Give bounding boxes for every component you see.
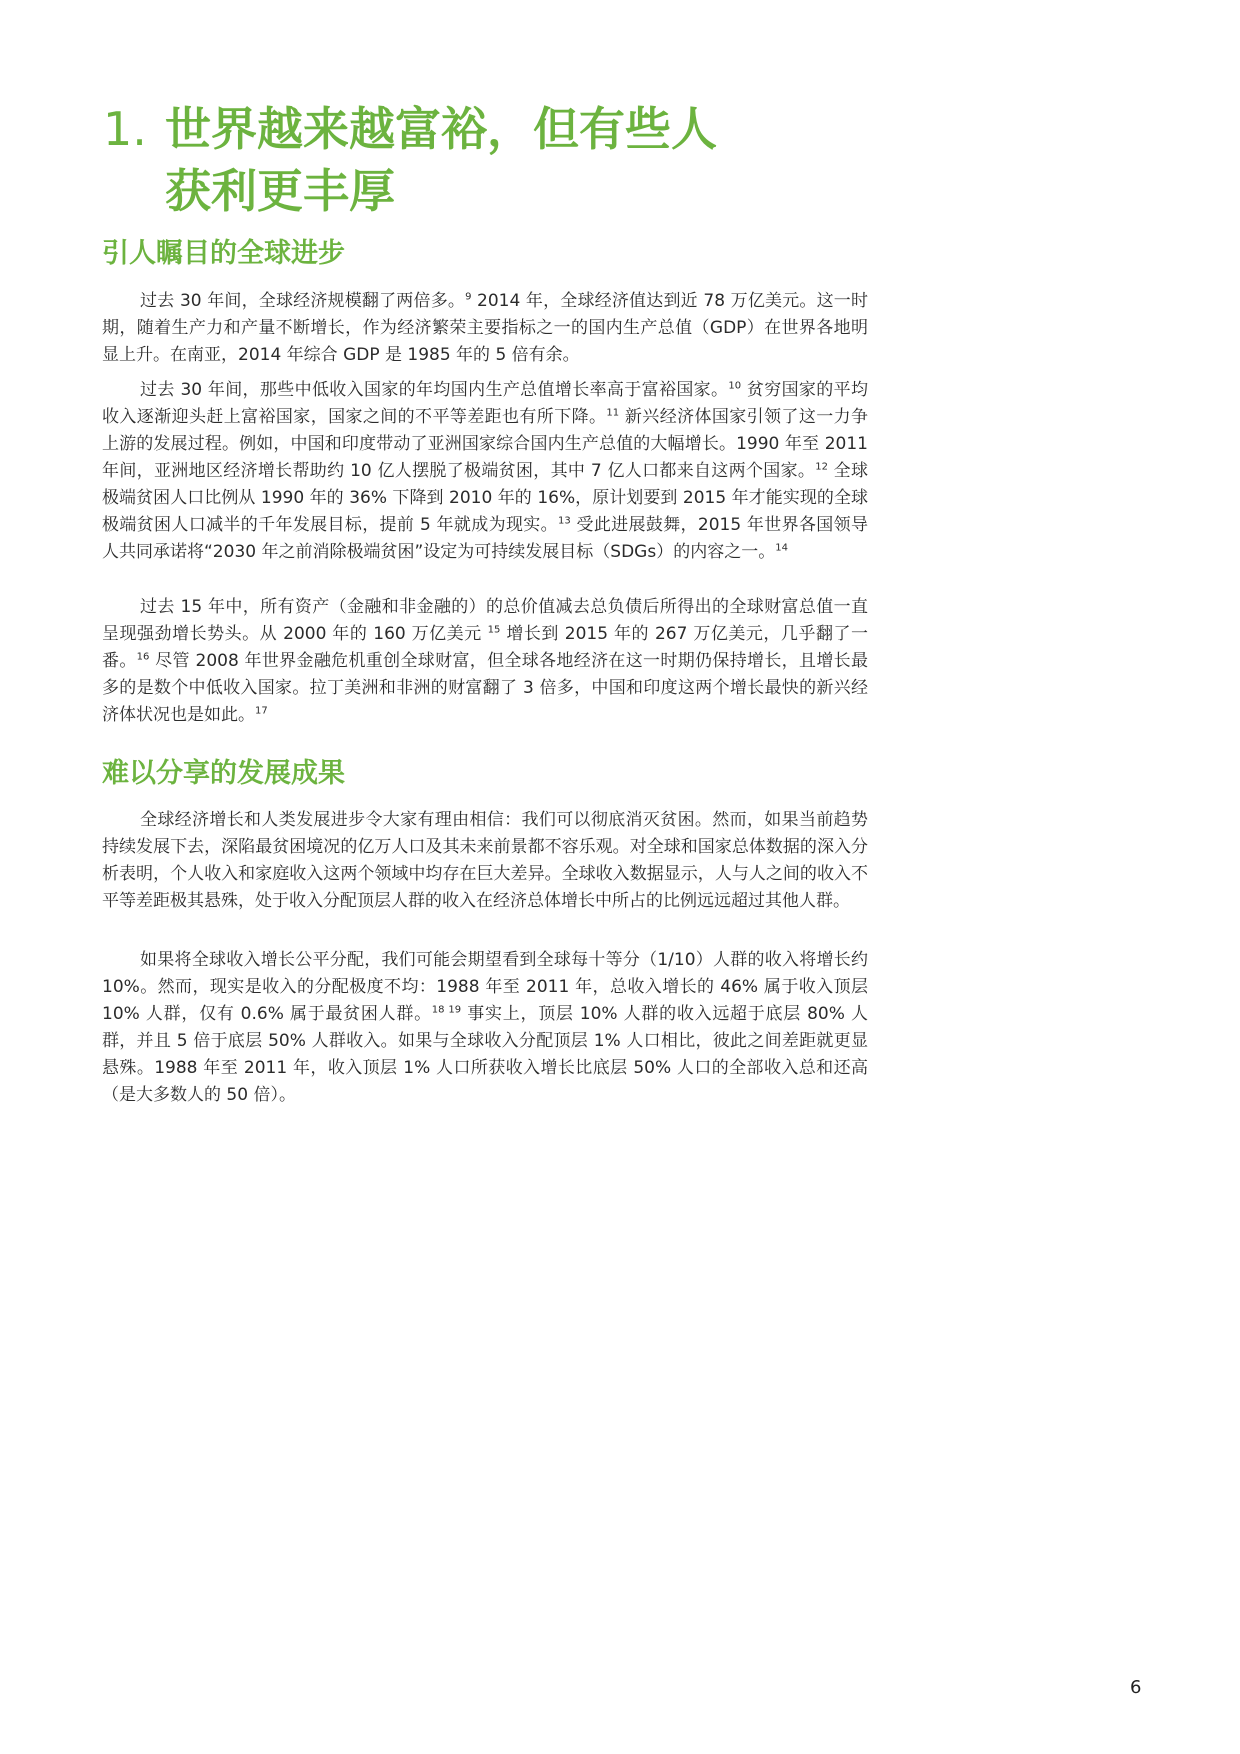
chapter-title-line-1 [103, 98, 803, 160]
paragraph-text: 2014 年，全球经济值达到近 78 万亿美元。这一时期，随着生产力和产量不断增长，作为经济繁荣主要指标之一的国内生产总值（GDP）在世界各地明显上升。在南亚，2014 年综合 GDP 是 1985 年的 5 倍有余。 [102, 291, 868, 365]
footnote-ref: 12 [815, 461, 828, 473]
footnote-ref: 10 [728, 380, 742, 392]
paragraph-text: 贫穷国家的平均收入逐渐迎头赶上富裕国家，国家之间的不平等差距也有所下降。 [102, 380, 868, 427]
paragraph-text: 过去 30 年间，那些中低收入国家的年均国内生产总值增长率高于富裕国家。 [140, 380, 729, 400]
paragraph-text: 如果将全球收入增长公平分配，我们可能会期望看到全球每十等分（1/10）人群的收入将增长约 10%。然而，现实是收入的分配极度不均：1988 年至 2011 年，总收入增长的 46% 属于收入顶层 10% 人群，仅有 0.6% 属于最贫困人群。 [102, 950, 868, 1024]
section-heading-progress: 引人瞩目的全球进步 [102, 238, 345, 269]
paragraph-text: 尽管 2008 年世界金融危机重创全球财富，但全球各地经济在这一时期仍保持增长，且增长最多的是数个中低收入国家。拉丁美洲和非洲的财富翻了 3 倍多，中国和印度这两个增长最快的新兴经济体状况也是如此。 [102, 651, 868, 725]
paragraph-text: 过去 15 年中，所有资产（金融和非金融的）的总价值减去总负债后所得出的全球财富总值一直呈现强劲增长势头。从 2000 年的 160 万亿美元 [102, 597, 868, 644]
paragraph [102, 288, 868, 369]
paragraph [102, 807, 868, 915]
footnote-ref: 15 [487, 624, 501, 636]
footnote-ref: 13 [557, 515, 571, 527]
paragraph-text: 过去 30 年间，全球经济规模翻了两倍多。 [140, 291, 466, 311]
paragraph [102, 377, 868, 566]
chapter-title-text-2: 获利更丰厚 [165, 164, 395, 218]
section-heading-unequal-gains: 难以分享的发展成果 [102, 758, 345, 789]
paragraph-text: 增长到 2015 年的 267 万亿美元，几乎翻了一番。 [102, 624, 868, 671]
paragraph-text: 全球经济增长和人类发展进步令大家有理由相信：我们可以彻底消灭贫困。然而，如果当前趋势持续发展下去，深陷最贫困境况的亿万人口及其未来前景都不容乐观。对全球和国家总体数据的深入分析表明，个人收入和家庭收入这两个领域中均存在巨大差异。全球收入数据显示，人与人之间的收入不平等差距极其悬殊，处于收入分配顶层人群的收入在经济总体增长中所占的比例远远超过其他人群。 [102, 810, 868, 911]
footnote-ref: 18 19 [431, 1004, 462, 1016]
paragraph-text: 新兴经济体国家引领了这一力争上游的发展过程。例如，中国和印度带动了亚洲国家综合国内生产总值的大幅增长。1990 年至 2011 年间，亚洲地区经济增长帮助约 10 亿人摆脱了极端贫困，其中 7 亿人口都来自这两个国家。 [102, 407, 869, 481]
chapter-title-text-1: 世界越来越富裕，但有些人 [165, 102, 717, 156]
footnote-ref: 14 [775, 542, 788, 554]
chapter-title [103, 98, 803, 222]
footnote-ref: 17 [255, 705, 268, 717]
paragraph-text: 全球极端贫困人口比例从 1990 年的 36% 下降到 2010 年的 16%，原计划要到 2015 年才能实现的全球极端贫困人口减半的千年发展目标，提前 5 年就成为现实。 [102, 461, 869, 535]
paragraph [102, 594, 868, 729]
page-number: 6 [1130, 1677, 1142, 1698]
footnote-ref: 16 [136, 651, 150, 663]
chapter-title-line-2 [103, 160, 803, 222]
footnote-ref: 9 [465, 291, 472, 303]
paragraph-text: 事实上，顶层 10% 人群的收入远超于底层 80% 人群，并且 5 倍于底层 50% 人群收入。如果与全球收入分配顶层 1% 人口相比，彼此之间差距就更显悬殊。1988 年至 2011 年，收入顶层 1% 人口所获收入增长比底层 50% 人口的全部收入总和还高（是大多数人的 50 倍）。 [102, 1004, 868, 1105]
chapter-number: 1. [103, 102, 147, 156]
paragraph-text: 受此进展鼓舞，2015 年世界各国领导人共同承诺将“2030 年之前消除极端贫困”设定为可持续发展目标（SDGs）的内容之一。 [102, 515, 868, 562]
paragraph [102, 947, 868, 1109]
footnote-ref: 11 [606, 407, 620, 419]
